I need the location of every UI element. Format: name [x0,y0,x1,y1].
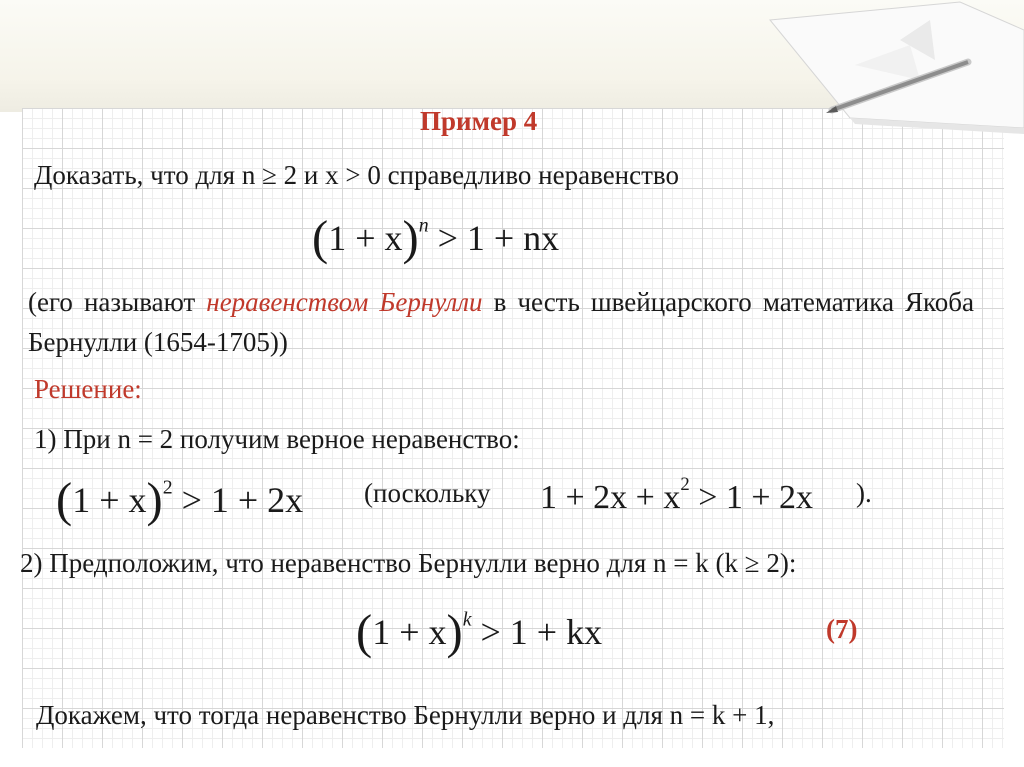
step1-since-close: ). [856,478,872,508]
step2-formula: $(1 + x)^k > 1$ + kx [356,605,603,659]
bernoulli-note [28,282,974,362]
solution-label: Решение: [34,374,142,404]
step1-formula-base: 1 + x [72,480,147,521]
main-formula-base: 1 + x [328,218,403,259]
step2-formula-rhs: > 1 + kx [480,612,603,653]
step2-text: 2) Предположим, что неравенство Бернулли верно для n = k (k ≥ 2): [20,548,797,578]
since-formula-lhs: 1 + 2x + x [540,478,681,516]
step2-formula-exponent: k [462,608,472,631]
equation-label-7: (7) [826,614,858,644]
step1-text: 1) При n = 2 получим верное неравенство: [34,424,520,454]
note-highlight: неравенством Бернулли [206,287,483,317]
step1-formula: $(1 + x)^2 > 1 + 2x$ [56,473,304,527]
step1-formula-exponent: 2 [162,476,173,499]
main-formula: $(1 + x)^n > 1$ + nx [312,211,560,265]
step2-formula-base: 1 + x [372,612,447,653]
paper-and-pencil-illustration [760,0,1024,140]
step1-formula-rhs: > 1 + 2x [181,480,304,521]
main-formula-exponent: n [418,214,429,237]
note-post: в честь швейцарского математика Якоба Бернулли (1654-1705)) [28,287,975,357]
since-formula-exponent: 2 [680,474,690,495]
conclusion-text: Докажем, что тогда неравенство Бернулли верно и для n = k + 1, [36,700,775,730]
main-formula-rhs: > 1 + nx [437,218,560,259]
problem-statement: Доказать, что для n ≥ 2 и x > 0 справедливо неравенство [34,160,679,190]
step1-since-open: (поскольку [364,478,491,508]
step1-since-formula [540,474,813,517]
slide-title: Пример 4 [420,106,538,136]
note-pre: (его называют [28,287,207,317]
since-formula-rhs: > 1 + 2x [698,478,814,516]
